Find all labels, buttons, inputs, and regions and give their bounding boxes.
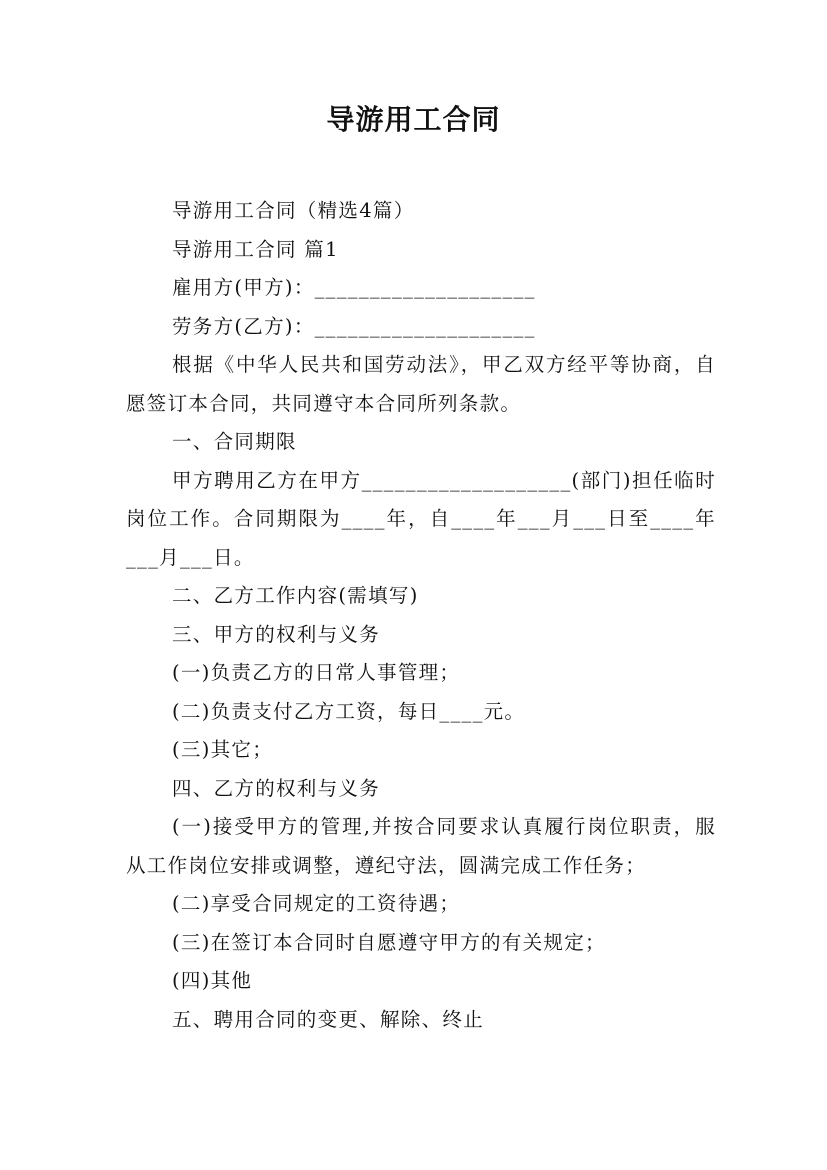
paragraph-term-detail: 甲方聘用乙方在甲方___________________(部门)担任临时岗位工作。合同期限为____年，自____年___月___日至____年___月___日。	[126, 468, 716, 569]
paragraph-preamble: 根据《中华人民共和国劳动法》，甲乙双方经平等协商，自愿签订本合同，共同遵守本合同所列条款。	[126, 353, 716, 415]
section-heading-changes: 五、聘用合同的变更、解除、终止	[172, 1007, 485, 1031]
section-heading-party-b: 四、乙方的权利与义务	[172, 776, 381, 800]
clause-a-3: (三)其它；	[172, 738, 274, 761]
paragraph-subtitle: 导游用工合同（精选4篇）	[172, 199, 415, 222]
clause-a-1: (一)负责乙方的日常人事管理；	[172, 661, 461, 684]
section-heading-term: 一、合同期限	[172, 430, 297, 453]
document-body	[126, 192, 716, 1039]
paragraph-part-heading: 导游用工合同 篇1	[172, 237, 339, 261]
section-heading-party-a: 三、甲方的权利与义务	[172, 622, 381, 646]
clause-b-1: (一)接受甲方的管理,并按合同要求认真履行岗位职责，服从工作岗位安排或调整，遵纪守法，圆满完成工作任务；	[126, 815, 716, 877]
clause-a-2: (二)负责支付乙方工资，每日____元。	[172, 699, 526, 723]
paragraph-employee-line: 劳务方(乙方)：____________________	[172, 314, 536, 338]
section-heading-work-content: 二、乙方工作内容(需填写)	[172, 584, 419, 607]
clause-b-2: (二)享受合同规定的工资待遇；	[172, 892, 461, 915]
paragraph-employer-line: 雇用方(甲方)：____________________	[172, 276, 536, 299]
document-title: 导游用工合同	[326, 103, 501, 136]
clause-b-3: (三)在签订本合同时自愿遵守甲方的有关规定；	[172, 930, 606, 954]
clause-b-4: (四)其他	[172, 969, 253, 992]
